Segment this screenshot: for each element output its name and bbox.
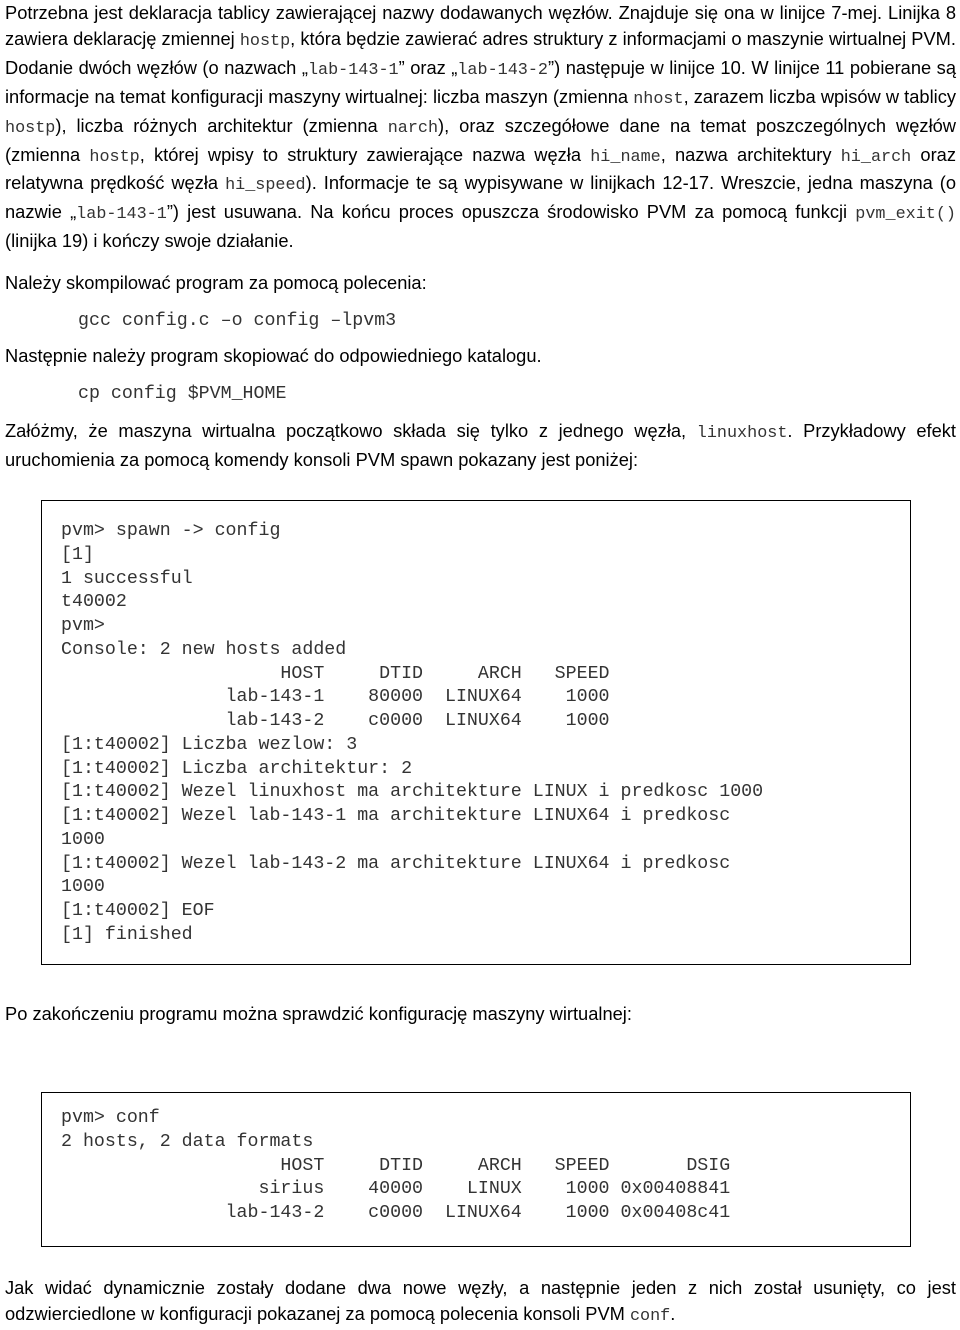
- inline-code: hi_arch: [840, 147, 912, 167]
- inline-code: narch: [387, 118, 439, 138]
- compile-command: gcc config.c –o config –lpvm3: [78, 311, 397, 331]
- inline-code: linuxhost: [696, 424, 788, 443]
- after-program-text: Po zakończeniu programu można sprawdzić konfigurację maszyny wirtualnej:: [5, 1003, 632, 1024]
- console-output-conf: [41, 1092, 911, 1247]
- inline-code: hi_speed: [225, 176, 306, 196]
- inline-code: hostp: [239, 31, 291, 51]
- copy-command: cp config $PVM_HOME: [78, 384, 287, 404]
- inline-code: pvm_exit(): [855, 205, 956, 225]
- inline-code: lab-143-2: [457, 60, 548, 80]
- spawn-paragraph: Załóżmy, że maszyna wirtualna początkowo składa się tylko z jednego węzła, linuxhost. Przykładowy efekt uruchomienia za pomocą komendy konsoli PVM spawn pokazany jest poniżej:: [5, 420, 956, 470]
- copy-instruction: Następnie należy program skopiować do odpowiedniego katalogu.: [5, 345, 542, 366]
- compile-instruction: Należy skompilować program za pomocą polecenia:: [5, 272, 427, 293]
- inline-code: lab-143-1: [307, 60, 399, 80]
- inline-code: hi_name: [590, 147, 661, 167]
- inline-code: hostp: [89, 147, 140, 167]
- intro-paragraph: Potrzebna jest deklaracja tablicy zawierającej nazwy dodawanych węzłów. Znajduje się ona w linijce 7-mej. Linijka 8 zawiera deklarację zmiennej hostp, która będzie zawierać adres struktury z informacjami o maszynie wirtualnej PVM. Dodanie dwóch węzłów (o nazwach „lab-143-1” oraz „lab-143-2”) następuje w linijce 10. W linijce 11 pobierane są informacje na temat konfiguracji maszyny wirtualnej: liczba maszyn (zmienna nhost, zarazem liczba wpisów w tablicy hostp), liczba różnych architektur (zmienna narch), oraz szczegółowe dane na temat poszczególnych węzłów (zmienna hostp, której wpisy to struktury zawierające nazwa węzła hi_name, nazwa architektury hi_arch oraz relatywna prędkość węzła hi_speed). Informacje te są wypisywane w linijkach 12-17. Wreszcie, jedna maszyna (o nazwie „lab-143-1”) jest usuwana. Na końcu proces opuszcza środowisko PVM za pomocą funkcji pvm_exit() (linijka 19) i kończy swoje działanie.: [5, 2, 956, 252]
- inline-code: conf: [629, 1306, 671, 1326]
- conclusion-paragraph: Jak widać dynamicznie zostały dodane dwa nowe węzły, a następnie jeden z nich został usunięty, co jest odzwierciedlone w konfiguracji pokazanej za pomocą polecenia konsoli PVM conf.: [5, 1277, 956, 1326]
- console-spawn-text: pvm> spawn -> config [1] 1 successful t40002 pvm> Console: 2 new hosts added HOST DTID ARCH SPEED lab-143-1 80000 LINUX64 1000 lab-143-2 c0000 LINUX64 1000 [1:t40002] Liczba wezlow: 3 [1:t40002] Liczba architektur: 2 [1:t40002] Wezel linuxhost ma architekture LINUX i predkosc 1000 [1:t40002] Wezel lab-143-1 ma architekture LINUX64 i predkosc 1000 [1:t40002] Wezel lab-143-2 ma architekture LINUX64 i predkosc 1000 [1:t40002] EOF [1] finished: [61, 521, 764, 945]
- inline-code: nhost: [633, 89, 684, 109]
- inline-code: hostp: [5, 118, 56, 138]
- console-output-spawn: [41, 500, 911, 965]
- inline-code: lab-143-1: [76, 205, 167, 225]
- console-conf-text: pvm> conf 2 hosts, 2 data formats HOST DTID ARCH SPEED DSIG sirius 40000 LINUX 1000 0x00408841 lab-143-2 c0000 LINUX64 1000 0x00408c41: [61, 1108, 731, 1223]
